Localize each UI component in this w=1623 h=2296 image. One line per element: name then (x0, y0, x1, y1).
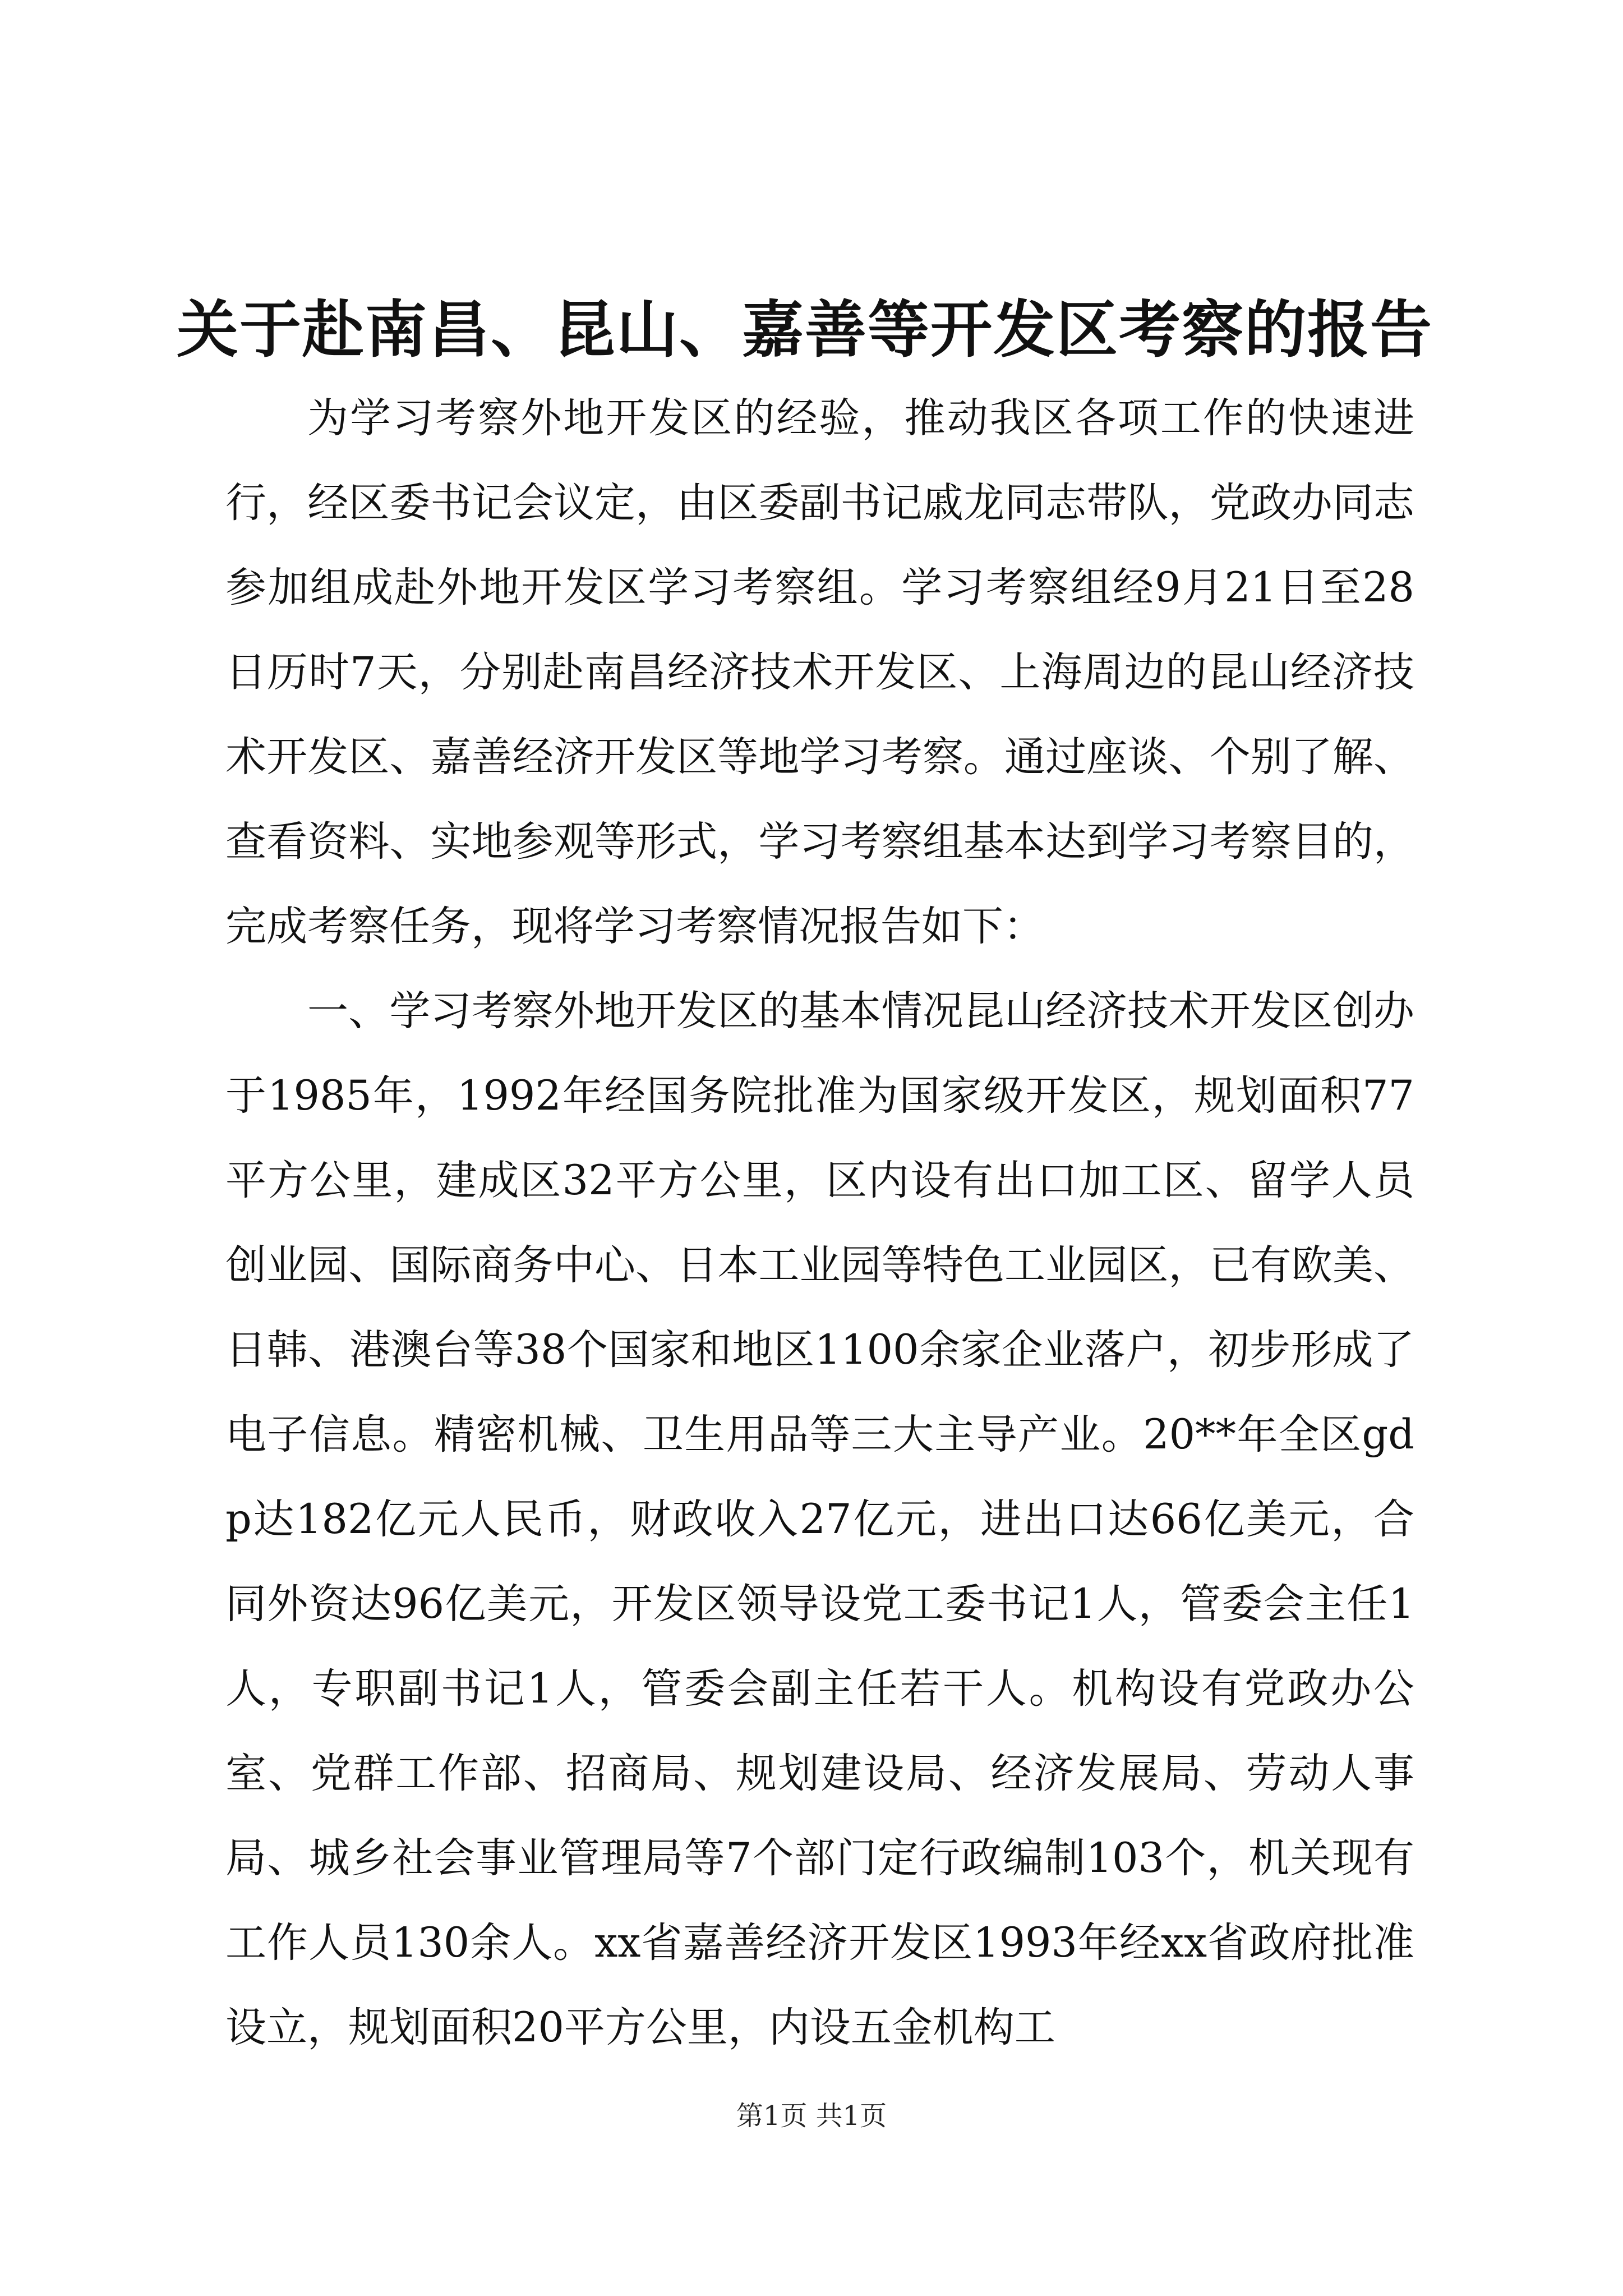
document-title: 关于赴南昌、昆山、嘉善等开发区考察的报告 (177, 293, 1433, 366)
paragraph-section-one: 一、学习考察外地开发区的基本情况昆山经济技术开发区创办于1985年，1992年经国务院批准为国家级开发区，规划面积77平方公里，建成区32平方公里，区内设有出口加工区、留学人员创业园、国际商务中心、日本工业园等特色工业园区，已有欧美、日韩、港澳台等38个国家和地区1100余家企业落户，初步形成了电子信息。精密机械、卫生用品等三大主导产业。20**年全区gdp达182亿元人民币，财政收入27亿元，进出口达66亿美元，合同外资达96亿美元，开发区领导设党工委书记1人，管委会主任1人，专职副书记1人，管委会副主任若干人。机构设有党政办公室、党群工作部、招商局、规划建设局、经济发展局、劳动人事局、城乡社会事业管理局等7个部门定行政编制103个，机关现有工作人员130余人。xx省嘉善经济开发区1993年经xx省政府批准设立，规划面积20平方公里，内设五金机构工 (225, 987, 1414, 2051)
page-footer: 第1页 共1页 (736, 2100, 887, 2132)
document-body (225, 376, 1414, 2070)
paragraph-intro: 为学习考察外地开发区的经验，推动我区各项工作的快速进行，经区委书记会议定，由区委副书记戚龙同志带队，党政办同志参加组成赴外地开发区学习考察组。学习考察组经9月21日至28日历时7天，分别赴南昌经济技术开发区、上海周边的昆山经济技术开发区、嘉善经济开发区等地学习考察。通过座谈、个别了解、查看资料、实地参观等形式，学习考察组基本达到学习考察目的，完成考察任务，现将学习考察情况报告如下： (225, 394, 1414, 950)
